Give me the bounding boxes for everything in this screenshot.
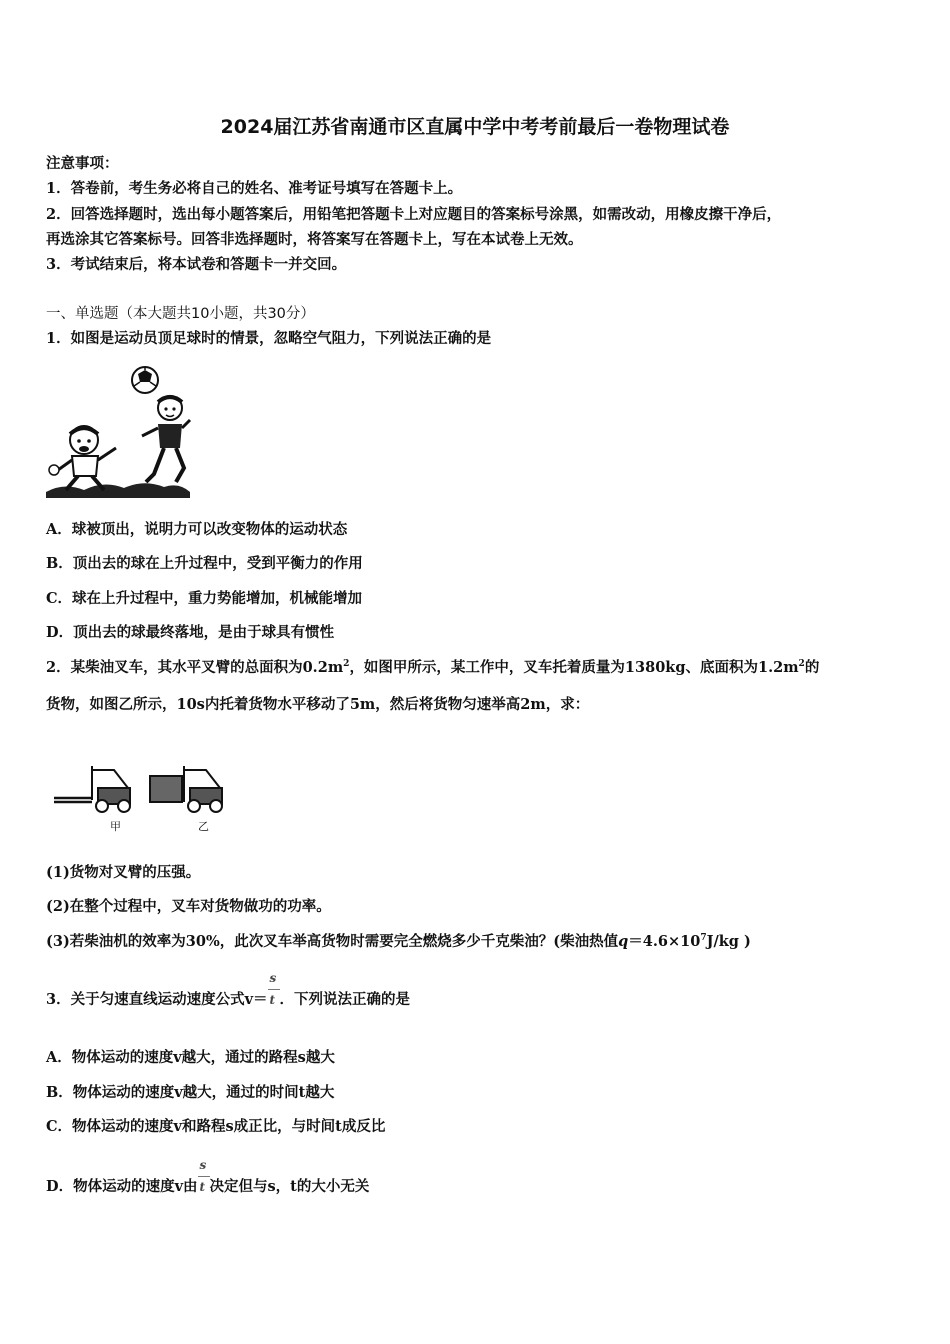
heat-value-symbol: q: [618, 933, 629, 950]
q1-option-c: C．球在上升过程中，重力势能增加，机械能增加: [46, 590, 363, 607]
q2-part-1: (1)货物对叉臂的压强。: [46, 864, 201, 881]
q1-option-a: A．球被顶出，说明力可以改变物体的运动状态: [46, 521, 348, 538]
q3-stem-part: 3．关于匀速直线运动速度公式v＝: [46, 991, 268, 1008]
question-3-stem: [46, 971, 411, 1009]
q2-part3-text: J/kg ): [706, 933, 751, 950]
section-heading: 一、单选题（本大题共10小题，共30分）: [46, 306, 315, 322]
question-2-stem-line2: 货物，如图乙所示，10s内托着货物水平移动了5m，然后将货物匀速举高2m，求：: [46, 696, 590, 713]
q3-option-b: B．物体运动的速度v越大，通过的时间t越大: [46, 1084, 335, 1101]
fraction-denominator: t: [269, 993, 276, 1007]
notice-item: 再选涂其它答案标号。回答非选择题时，将答案写在答题卡上，写在本试卷上无效。: [46, 231, 583, 248]
page-title: 2024届江苏省南通市区直属中学中考考前最后一卷物理试卷: [220, 116, 730, 138]
q2-stem-part: 的: [804, 659, 820, 676]
q3-option-d-text: D．物体运动的速度v由: [46, 1178, 198, 1195]
q2-part-3: [46, 930, 751, 951]
fraction-s-over-t: [268, 971, 280, 1007]
fraction-numerator: s: [199, 1158, 207, 1172]
q1-option-b: B．顶出去的球在上升过程中，受到平衡力的作用: [46, 555, 363, 572]
q2-stem-part: 2．某柴油叉车，其水平叉臂的总面积为0.2m: [46, 659, 344, 676]
notice-item: 2．回答选择题时，选出每小题答案后，用铅笔把答题卡上对应题目的答案标号涂黑，如需改动，用橡皮擦干净后，: [46, 206, 782, 223]
soccer-heading-figure: [44, 364, 194, 502]
fraction-s-over-t: [198, 1158, 210, 1194]
q2-part3-text: ＝4.6×10: [628, 933, 701, 950]
notice-heading: 注意事项：: [46, 155, 119, 172]
forklift-a: [54, 766, 130, 812]
superscript: 7: [700, 933, 707, 944]
notice-item: 1．答卷前，考生务必将自己的姓名、准考证号填写在答题卡上。: [46, 180, 463, 197]
q3-option-a: A．物体运动的速度v越大，通过的路程s越大: [46, 1049, 335, 1066]
q3-option-d-text: 决定但与s，t的大小无关: [209, 1178, 370, 1195]
q1-option-d: D．顶出去的球最终落地，是由于球具有惯性: [46, 624, 335, 641]
superscript: 2: [343, 659, 350, 670]
figure-label-jia: 甲: [110, 820, 121, 833]
fraction-denominator: t: [199, 1180, 206, 1194]
q2-part3-text: (3)若柴油机的效率为30%，此次叉车举高货物时需要完全燃烧多少千克柴油？(柴油热值: [46, 933, 619, 950]
figure-label-yi: 乙: [198, 820, 209, 833]
forklift-b: [150, 766, 222, 812]
q2-part-2: (2)在整个过程中，叉车对货物做功的功率。: [46, 898, 331, 915]
question-1-stem: 1．如图是运动员顶足球时的情景，忽略空气阻力，下列说法正确的是: [46, 330, 492, 347]
notice-item: 3．考试结束后，将本试卷和答题卡一并交回。: [46, 256, 347, 273]
superscript: 2: [798, 659, 805, 670]
question-2-stem: [46, 656, 819, 677]
fraction-numerator: s: [269, 971, 277, 985]
q3-option-d: [46, 1158, 370, 1196]
q3-option-c: C．物体运动的速度v和路程s成正比，与时间t成反比: [46, 1118, 386, 1135]
q2-stem-part: ，如图甲所示，某工作中，叉车托着质量为1380kg、底面积为1.2m: [349, 659, 799, 676]
forklift-figure: [52, 758, 232, 838]
q3-stem-part: ．下列说法正确的是: [279, 991, 411, 1008]
